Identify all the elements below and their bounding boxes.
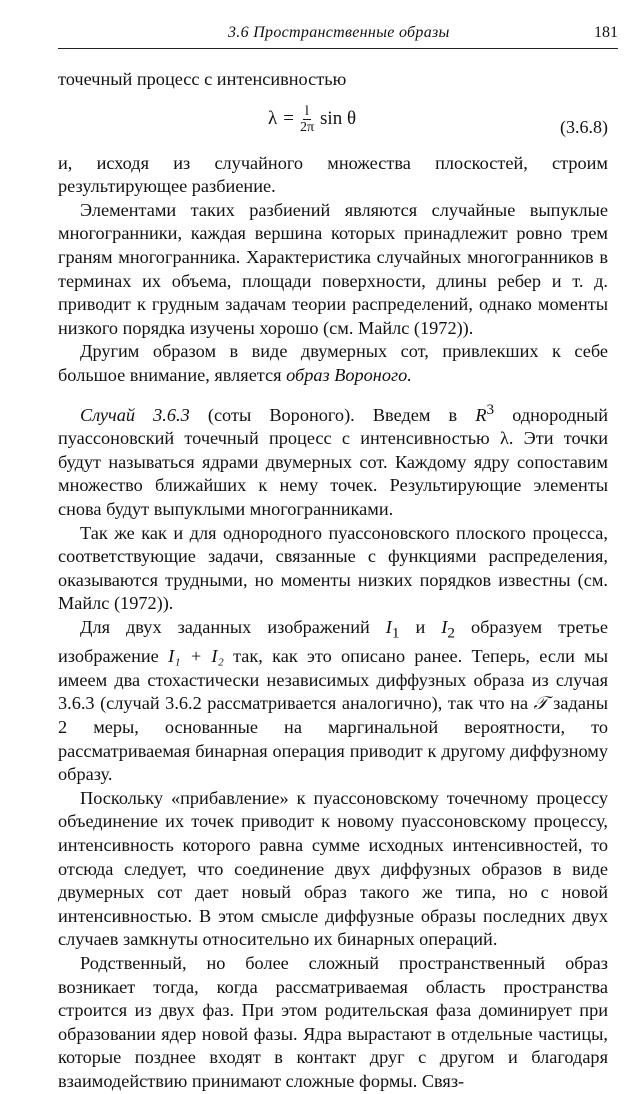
formula-rhs: sin θ: [320, 108, 357, 130]
paragraph-superposition: Поскольку «прибавление» к пуассоновскому точечному процессу объединение их точек приводит к новому пуассоновскому процессу, интенсивность которого равна сумме исходных интенсивностей, то отсюда следует, что соединение двух диффузных образов в виде двумерных сот дает новый образ такого же типа, но с новой интенсивностью. В этом смысле диффузные образы последних двух случаев замкнуты относительно их бинарных операций.: [58, 787, 608, 950]
image-symbol-2: I: [441, 616, 448, 637]
space-exponent: 3: [486, 400, 495, 418]
image-sub-2: 2: [447, 624, 455, 642]
intro-line: точечный процесс с интенсивностью: [58, 69, 347, 89]
image-sum: I₁ + I₂: [168, 646, 224, 667]
formula-3-6-8: [58, 92, 608, 152]
formula-fraction: [300, 104, 314, 135]
paragraph-voronoi-intro: [58, 340, 608, 387]
images-text-4: так, как это описано ранее. Теперь, если мы имеем два стохастически независимых диффузных образа из случая 3.6.3 (случай 3.6.2 рассматривается аналогично), так что на: [58, 646, 608, 714]
page-number: 181: [594, 24, 618, 41]
paragraph-result: и, исходя из случайного множества плоскостей, строим результирующее разбиение.: [58, 152, 608, 197]
case-label: Случай 3.6.3: [80, 404, 190, 425]
voronoi-term: образ Вороного.: [286, 364, 412, 385]
images-text-1: Для двух заданных изображений: [80, 616, 386, 637]
paragraph-images: [58, 616, 608, 787]
spacer: [58, 388, 608, 398]
paragraph-moments: Так же как и для однородного пуассоновского плоского процесса, соответствующие задачи, связанные с функциями распределения, оказываются трудными, но моменты низких порядков известны (см. Майлс (1972)).: [58, 522, 608, 614]
image-sub-1: 1: [391, 624, 400, 642]
formula-expression: [268, 104, 356, 135]
images-text-2: и: [399, 616, 442, 637]
formula-lhs: λ: [268, 108, 278, 130]
images-text-3: образуем третье изображение: [58, 616, 608, 667]
calligraphic-t-symbol: 𝒯: [533, 693, 548, 714]
section-title: 3.6 Пространственные образы: [228, 24, 450, 41]
paragraph-polyhedra: Элементами таких разбиений являются случайные выпуклые многогранники, каждая вершина которых принадлежит ровно трем граням многогранника. Характеристика случайных многогранников в терминах их объема, площади поверхности, длины ребер и т. д. приводит к грудным задачам теории распределений, однако моменты низкого порядка изучены хорошо (см. Майлс (1972)).: [58, 199, 608, 338]
formula-equals: =: [283, 108, 294, 130]
formula-numerator: l: [305, 103, 309, 119]
case-name: (соты Вороного): [207, 404, 351, 425]
case-text-b: однородный пуассоновский точечный процесс с интенсивностью λ. Эти точки будут называться ядрами двумерных сот. Каждому ядру сопоставим множество ближайших к нему точек. Результирующие элементы снова будут выпуклыми многогранниками.: [58, 404, 608, 519]
voronoi-intro-text: Другим образом в виде двумерных сот, привлекших к себе большое внимание, является: [58, 341, 608, 385]
paragraph-two-phase: Родственный, но более сложный пространственный образ возникает тогда, когда рассматриваемая область пространства строится из двух фаз. При этом родительская фаза доминирует при образовании ядер новой фазы. Ядра вырастают в отдельные частицы, которые позднее входят в контакт друг с другом и благодаря взаимодействию принимают сложные формы. Связ-: [58, 952, 608, 1091]
space-symbol: R: [475, 404, 487, 425]
formula-denominator: 2π: [299, 119, 315, 135]
image-symbol-1: I: [385, 616, 392, 637]
page-body: [58, 68, 608, 1094]
images-text-5: заданы 2 меры, основанные на маргинальной вероятности, то рассматриваемая бинарная операция приводит к другому диффузному образу.: [58, 693, 609, 785]
paragraph-case-3-6-3: [58, 398, 608, 522]
equation-number: (3.6.8): [560, 116, 608, 137]
running-header: [58, 22, 618, 49]
case-text-a: . Введем в: [350, 404, 476, 425]
